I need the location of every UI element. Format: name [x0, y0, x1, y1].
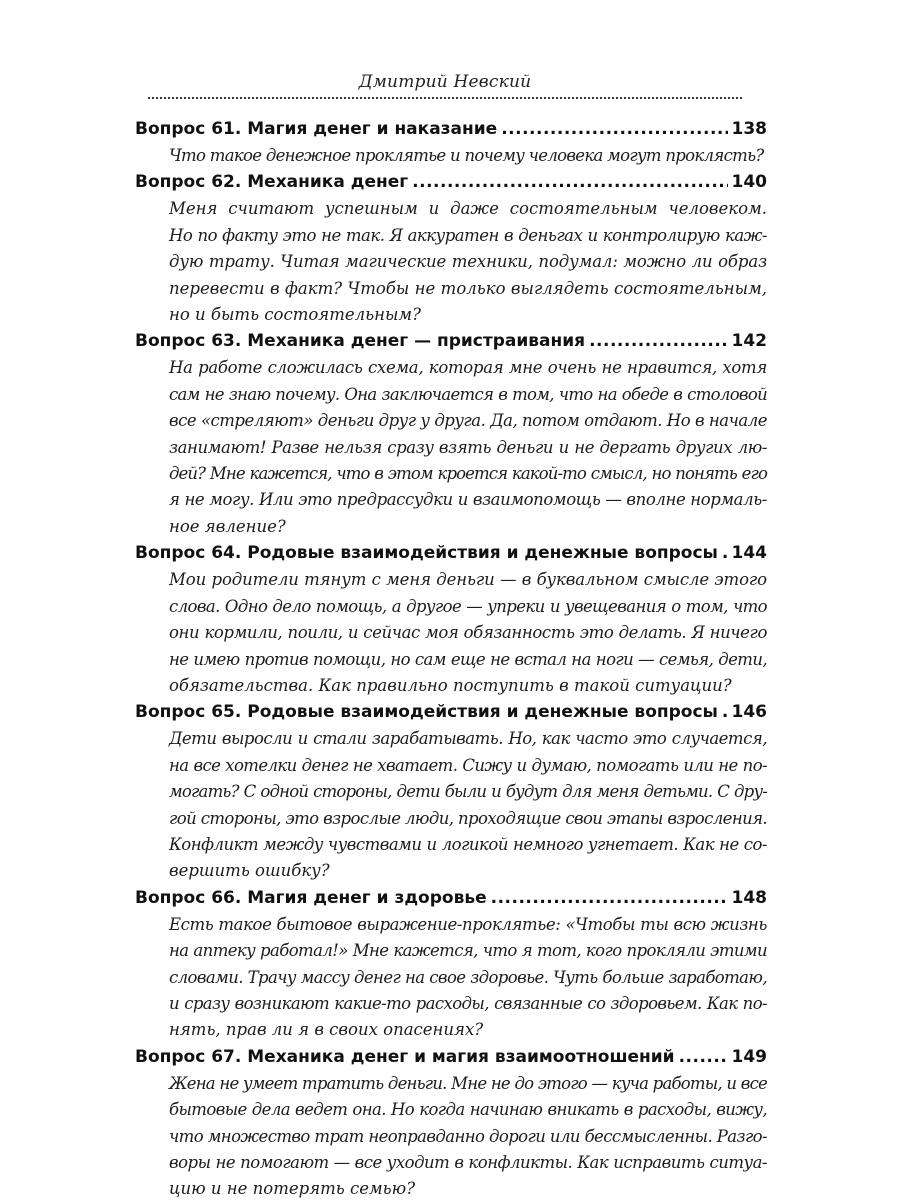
toc-entry-heading[interactable] [135, 699, 767, 726]
description-line: занимают! Разве нельзя сразу взять деньги и не дергать других лю- [169, 437, 767, 457]
description-line: бытовые дела ведет она. Но когда начинаю вникать в расходы, вижу, [169, 1100, 767, 1120]
toc-entry-title: Вопрос 67. Механика денег и магия взаимоотношений [135, 1046, 675, 1067]
table-of-contents [135, 116, 767, 1203]
description-line: они кормили, поили, и сейчас моя обязанность это делать. Я ничего [169, 623, 767, 643]
description-line: и сразу возникают какие-то расходы, связанные со здоровьем. Как по- [169, 993, 767, 1013]
description-line: обязательства. Как правильно поступить в такой ситуации? [169, 675, 732, 695]
toc-entry-title: Вопрос 65. Родовые взаимодействия и денежные вопросы [135, 702, 718, 723]
toc-page-number: 144 [731, 543, 767, 564]
description-line: Есть такое бытовое выражение-проклятье: «Чтобы ты всю жизнь [169, 914, 767, 934]
toc-entry [135, 885, 767, 1044]
toc-entry-heading[interactable] [135, 1044, 767, 1071]
toc-entry [135, 116, 767, 169]
toc-entry-description [169, 143, 767, 169]
toc-entry-title: Вопрос 66. Магия денег и здоровье [135, 887, 487, 908]
toc-entry-title: Вопрос 61. Магия денег и наказание [135, 119, 498, 139]
toc-entry [135, 169, 767, 328]
toc-page-number: 148 [731, 887, 767, 908]
toc-page-number: 140 [731, 172, 767, 193]
toc-entry-description [169, 196, 767, 328]
description-line: Меня считают успешным и даже состоятельным человеком. [169, 199, 767, 219]
dot-leader [589, 328, 727, 355]
toc-entry [135, 540, 767, 699]
description-line: все «стреляют» деньги друг у друга. Да, потом отдают. Но в начале [169, 411, 767, 431]
toc-page-number: 138 [731, 119, 767, 139]
toc-entry-heading[interactable] [135, 540, 767, 567]
description-line: перевести в факт? Чтобы не только выглядеть состоятельным, [169, 278, 767, 298]
dot-leader [501, 116, 727, 143]
description-line: Дети выросли и стали зарабатывать. Но, как часто это случается, [169, 729, 767, 749]
description-line: гой стороны, это взрослые люди, проходящие свои этапы взросления. [169, 808, 768, 828]
toc-entry-description [169, 726, 767, 884]
running-head-author: Дмитрий Невский [358, 72, 532, 92]
toc-entry-heading[interactable] [135, 169, 767, 196]
toc-entry-description [169, 567, 767, 699]
toc-entry-title: Вопрос 62. Механика денег [135, 172, 409, 193]
description-line: воры не помогают — все уходит в конфликты. Как исправить ситуа- [169, 1153, 767, 1172]
header-dotted-rule [148, 97, 742, 99]
toc-entry-description [169, 355, 767, 540]
description-line: Конфликт между чувствами и логикой немного угнетает. Как не со- [169, 834, 767, 854]
description-line: сам не знаю почему. Она заключается в том, что на обеде в столовой [169, 384, 767, 404]
description-line: дую трату. Читая магические техники, подумал: можно ли образ [169, 252, 767, 272]
toc-entry-title: Вопрос 63. Механика денег — пристраивания [135, 331, 586, 352]
toc-entry-description [169, 1071, 767, 1203]
description-line: нять, прав ли я в своих опасениях? [169, 1020, 484, 1040]
dot-leader [491, 885, 728, 912]
dot-leader [722, 699, 728, 726]
description-line: что множество трат неоправданно дороги или бессмысленны. Разго- [169, 1126, 767, 1146]
description-line: на все хотелки денег не хватает. Сижу и думаю, помогать или не по- [169, 755, 767, 775]
description-line: могать? С одной стороны, дети были и будут для меня детьми. С дру- [169, 782, 767, 802]
dot-leader [679, 1044, 728, 1071]
description-line: цию и не потерять семью? [169, 1179, 416, 1199]
toc-entry-heading[interactable] [135, 116, 767, 143]
toc-entry-heading[interactable] [135, 885, 767, 912]
description-line: Но по факту это не так. Я аккуратен в деньгах и контролирую каж- [169, 225, 767, 245]
description-line: я не могу. Или это предрассудки и взаимопомощь — вполне нормаль- [169, 490, 767, 510]
description-line: не имею против помощи, но сам еще не встал на ноги — семья, дети, [169, 649, 767, 669]
dot-leader [722, 540, 728, 567]
description-line: Мои родители тянут с меня деньги — в буквальном смысле этого [169, 570, 767, 590]
description-line: дей? Мне кажется, что в этом кроется какой-то смысл, но понять его [169, 464, 767, 484]
dot-leader [412, 169, 727, 196]
toc-entry [135, 328, 767, 540]
description-line: Жена не умеет тратить деньги. Мне не до этого — куча работы, и все [169, 1073, 767, 1093]
toc-page-number: 142 [731, 331, 767, 352]
toc-page-number: 149 [731, 1046, 767, 1067]
toc-entry [135, 1044, 767, 1203]
description-line: но и быть состоятельным? [169, 305, 421, 325]
toc-entry-description [169, 912, 767, 1044]
description-line: ное явление? [169, 516, 286, 536]
description-line: слова. Одно дело помощь, а другое — упреки и увещевания о том, что [169, 596, 767, 616]
toc-page-number: 146 [731, 702, 767, 723]
toc-entry-heading[interactable] [135, 328, 767, 355]
toc-entry-title: Вопрос 64. Родовые взаимодействия и денежные вопросы [135, 543, 718, 564]
description-line: На работе сложилась схема, которая мне очень не нравится, хотя [169, 358, 767, 378]
description-line: на аптеку работал!» Мне кажется, что я тот, кого прокляли этими [169, 941, 767, 961]
description-line: словами. Трачу массу денег на свое здоровье. Чуть больше заработаю, [169, 967, 767, 987]
toc-entry [135, 699, 767, 884]
description-line: Что такое денежное проклятье и почему человека могут проклясть? [169, 146, 764, 165]
description-line: вершить ошибку? [169, 861, 330, 881]
